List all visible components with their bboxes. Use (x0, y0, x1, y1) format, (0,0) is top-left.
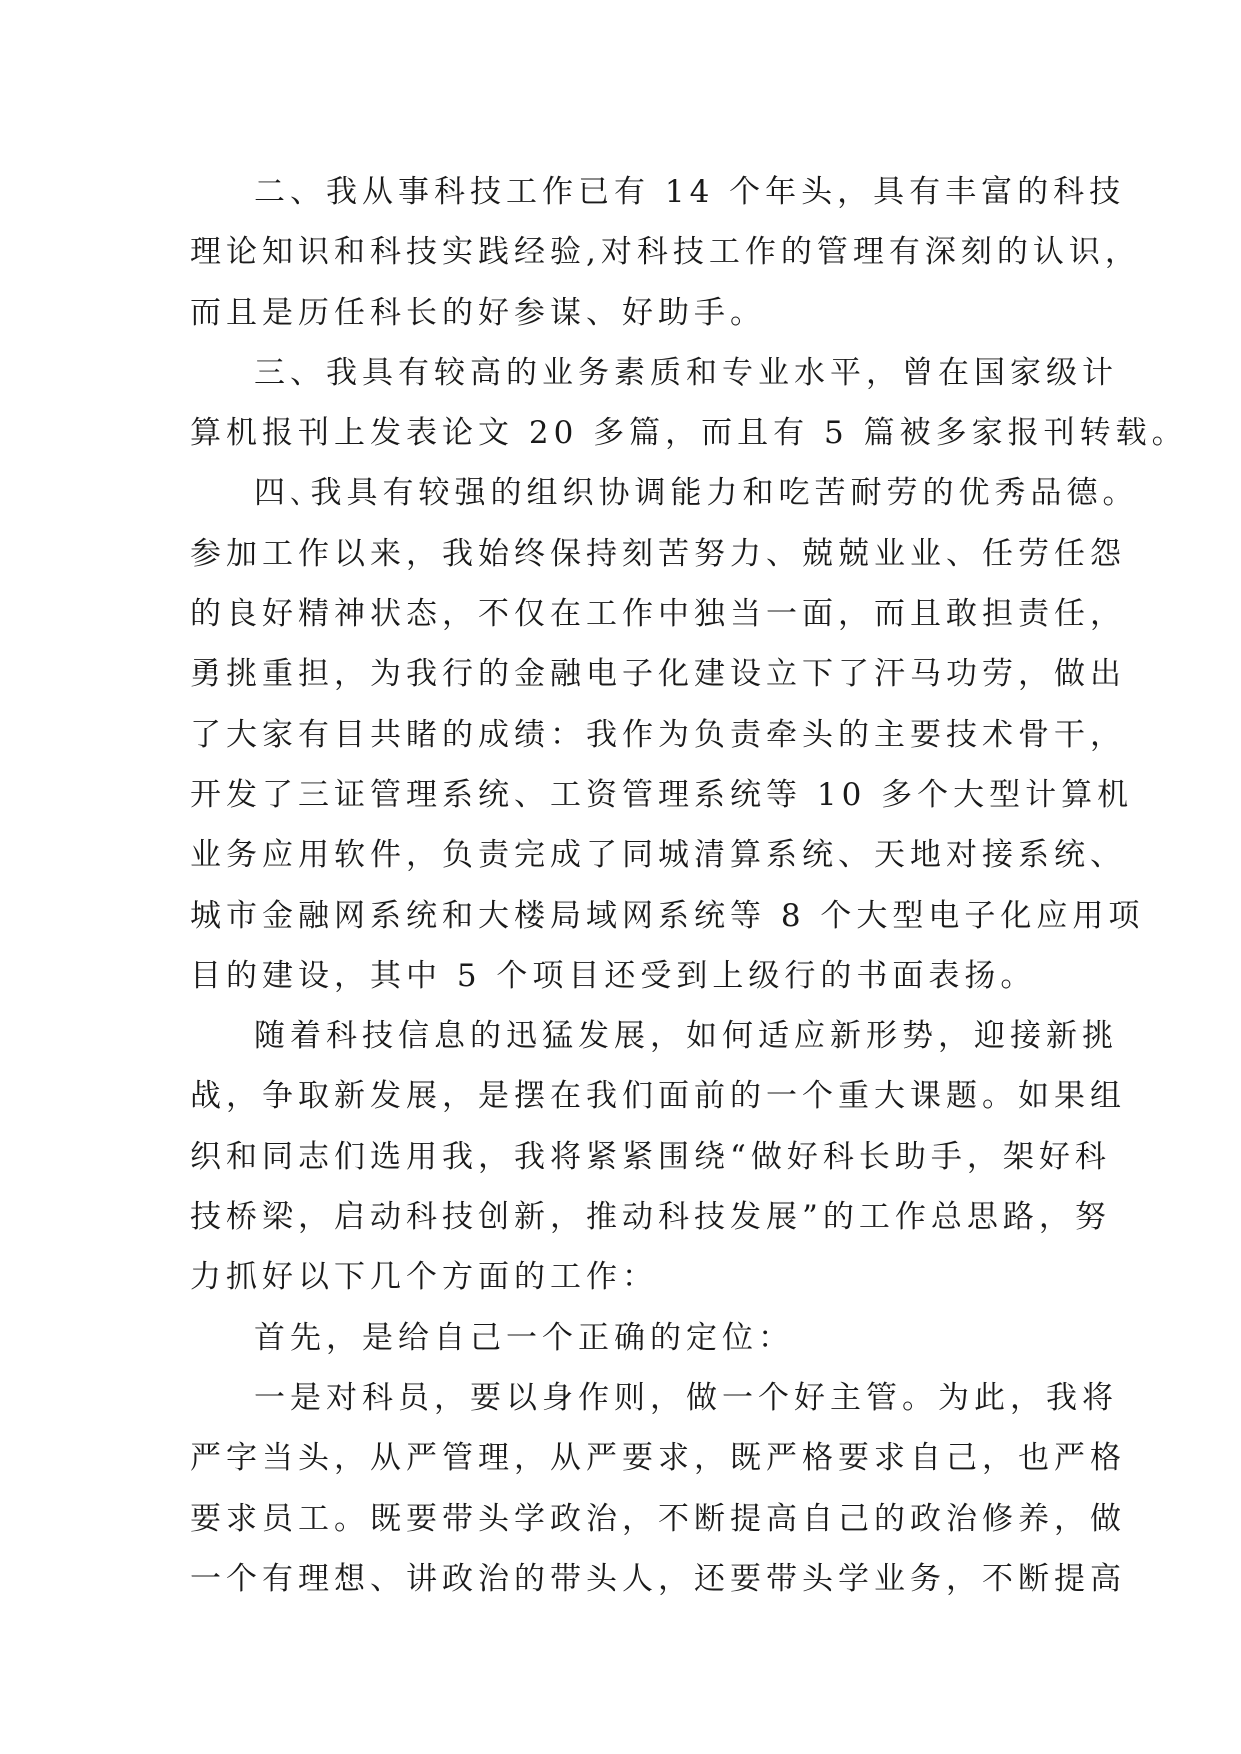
text-line: 勇挑重担，为我行的金融电子化建设立下了汗马功劳，做出 (190, 656, 1126, 693)
text-line: 三、我具有较高的业务素质和专业水平，曾在国家级计 (254, 354, 1118, 391)
text-line: 技桥梁，启动科技创新，推动科技发展”的工作总思路，努 (190, 1199, 1111, 1236)
text-line: 战，争取新发展，是摆在我们面前的一个重大课题。如果组 (190, 1078, 1126, 1115)
text-line: 随着科技信息的迅猛发展，如何适应新形势，迎接新挑 (254, 1018, 1118, 1055)
text-line: 一个有理想、讲政治的带头人，还要带头学业务，不断提高 (190, 1560, 1126, 1597)
text-line: 的良好精神状态，不仅在工作中独当一面，而且敢担责任， (190, 596, 1126, 633)
text-line: 首先，是给自己一个正确的定位： (254, 1319, 794, 1356)
text-line: 而且是历任科长的好参谋、好助手。 (190, 294, 766, 331)
text-line: 力抓好以下几个方面的工作： (190, 1259, 658, 1296)
text-line: 要求员工。既要带头学政治，不断提高自己的政治修养，做 (190, 1500, 1126, 1537)
body-text (190, 162, 1188, 1609)
text-line: 织和同志们选用我，我将紧紧围绕“做好科长助手，架好科 (190, 1138, 1111, 1175)
text-line: 二、我从事科技工作已有 14 个年头，具有丰富的科技 (254, 174, 1126, 210)
text-line: 城市金融网系统和大楼局域网系统等 8 个大型电子化应用项 (190, 897, 1145, 934)
text-line: 目的建设，其中 5 个项目还受到上级行的书面表扬。 (190, 957, 1037, 994)
text-line: 一是对科员，要以身作则，做一个好主管。为此，我将 (254, 1379, 1118, 1416)
text-line: 了大家有目共睹的成绩：我作为负责牵头的主要技术骨干， (190, 716, 1126, 753)
text-line: 四､我具有较强的组织协调能力和吃苦耐劳的优秀品德。 (254, 475, 1139, 512)
text-line: 理论知识和科技实践经验,对科技工作的管理有深刻的认识， (190, 234, 1141, 271)
text-line: 算机报刊上发表论文 20 多篇，而且有 5 篇被多家报刊转载。 (190, 415, 1188, 452)
text-line: 开发了三证管理系统、工资管理系统等 10 多个大型计算机 (190, 776, 1134, 813)
text-line: 参加工作以来，我始终保持刻苦努力、兢兢业业、任劳任怨 (190, 535, 1126, 572)
text-line: 业务应用软件，负责完成了同城清算系统、天地对接系统、 (190, 837, 1126, 874)
text-line: 严字当头，从严管理，从严要求，既严格要求自己，也严格 (190, 1440, 1126, 1477)
